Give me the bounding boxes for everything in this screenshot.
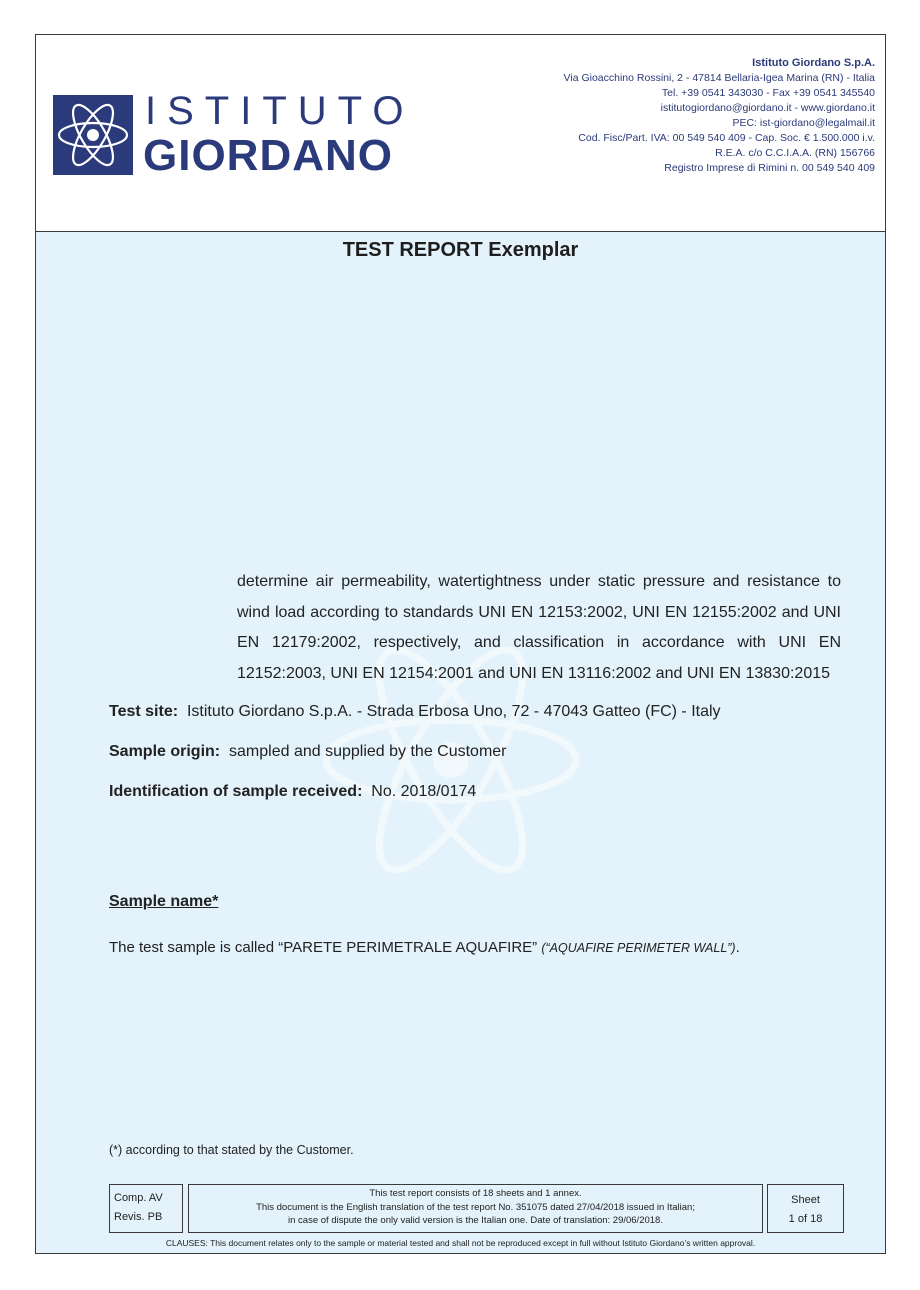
logo-text-top: ISTITUTO [145, 89, 415, 133]
identification-value: No. 2018/0174 [371, 783, 477, 800]
note-line-1: This test report consists of 18 sheets and 1 annex. [369, 1188, 582, 1199]
identification-label: Identification of sample received: [109, 783, 363, 800]
sample-description [109, 939, 740, 956]
sample-origin-value: sampled and supplied by the Customer [229, 743, 507, 760]
report-title: TEST REPORT Exemplar [342, 239, 579, 261]
test-site-line [109, 703, 721, 721]
sample-desc-end: . [735, 939, 740, 956]
report-header [36, 35, 885, 232]
company-pec: PEC: ist-giordano@legalmail.it [732, 117, 875, 129]
note-line-2: This document is the English translation of the test report No. 351075 dated 27/04/2018 issued in Italian; [256, 1201, 695, 1213]
test-site-value: Istituto Giordano S.p.A. - Strada Erbosa Uno, 72 - 47043 Gatteo (FC) - Italy [186, 703, 721, 720]
test-site-label: Test site: [109, 703, 179, 720]
comp-text: Comp. AV [114, 1192, 163, 1204]
clauses-text: CLAUSES: This document relates only to the sample or material tested and shall not be reproduced except in full without Istituto Giordano’s written approval. [165, 1238, 756, 1248]
company-phone: Tel. +39 0541 343030 - Fax +39 0541 345540 [661, 87, 875, 99]
logo-text-bottom: GIORDANO [143, 131, 393, 180]
company-logo [53, 91, 413, 181]
sample-desc-main: The test sample is called “PARETE PERIMETRALE AQUAFIRE” [109, 939, 538, 956]
sample-name-heading: Sample name* [109, 893, 219, 910]
company-tax-code: Cod. Fisc/Part. IVA: 00 549 540 409 - Cap. Soc. € 1.500.000 i.v. [578, 132, 875, 144]
sheet-counter-box [767, 1184, 844, 1233]
sample-desc-translation: (“AQUAFIRE PERIMETER WALL”) [541, 941, 736, 955]
revis-text: Revis. PB [114, 1211, 163, 1223]
sheet-label: Sheet [791, 1194, 820, 1206]
identification-line [109, 783, 476, 801]
company-address: Via Gioacchino Rossini, 2 - 47814 Bellaria-Igea Marina (RN) - Italia [563, 72, 875, 84]
company-email: istitutogiordano@giordano.it - www.giordano.it [660, 102, 875, 114]
sample-origin-line [109, 743, 507, 761]
customer-footnote: (*) according to that stated by the Customer. [109, 1143, 354, 1157]
test-objective: determine air permeability, watertightness under static pressure and resistance to wind load according to standards UNI EN 12153:2002, UNI EN 12155:2002 and UNI EN 12179:2002, respectively, and classification in accordance with UNI EN 12152:2003, UNI EN 12154:2001 and UNI EN 13116:2002 and UNI EN 13830:2015 [237, 573, 841, 682]
sheet-value: 1 of 18 [788, 1213, 823, 1225]
report-note-box [188, 1184, 763, 1233]
sample-origin-label: Sample origin: [109, 743, 221, 760]
company-rea: R.E.A. c/o C.C.I.A.A. (RN) 156766 [715, 147, 875, 159]
company-info [564, 56, 875, 176]
atom-logo-icon [53, 95, 133, 175]
note-line-3: in case of dispute the only valid version is the Italian one. Date of translation: 29/06/2018. [288, 1215, 663, 1226]
comp-revis-box [109, 1184, 183, 1233]
company-name: Istituto Giordano S.p.A. [752, 57, 875, 69]
report-page [35, 34, 886, 1254]
company-register: Registro Imprese di Rimini n. 00 549 540 409 [664, 162, 875, 174]
